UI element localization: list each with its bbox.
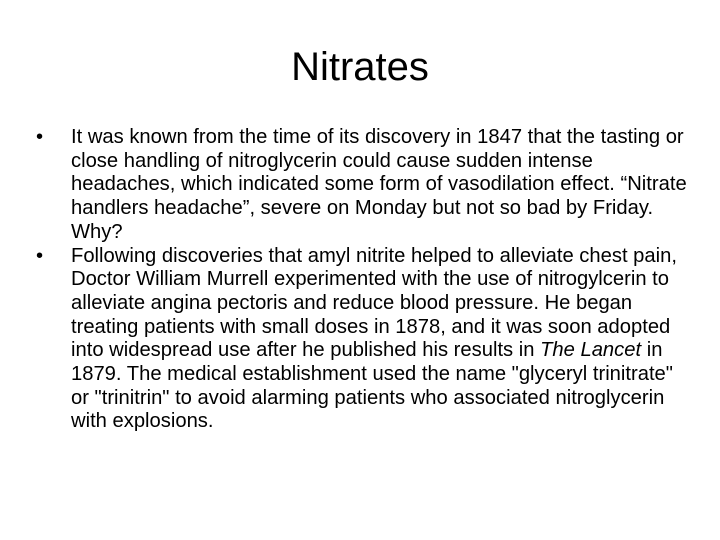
bullet-dot-icon: • bbox=[36, 126, 44, 148]
bullet-dot-icon: • bbox=[36, 244, 44, 267]
bullet-text-part: in 1879. The medical establishment used the name "glyceryl trinitrate" or "trinitrin" to avoid alarming patients who associated nitroglycerin with explosions. bbox=[71, 339, 673, 433]
journal-name: The Lancet bbox=[540, 339, 642, 362]
bullet-text: It was known from the time of its discovery in 1847 that the tasting or close handling of nitroglycerin could cause sudden intense headaches, which indicated some form of vasodilation effect. “Nitrate handlers headache”, severe on Monday but not so bad by Friday. Why? bbox=[71, 126, 687, 243]
bullet-item bbox=[36, 245, 690, 435]
bullet-text bbox=[71, 245, 677, 433]
bullet-text-part: Following discoveries that amyl nitrite helped to alleviate chest pain, Doctor William Murrell experimented with the use of nitrogylcerin to alleviate angina pectoris and reduce blood pressure. He began treating patients with small doses in 1878, and it was soon adopted into widespread use after he published his results in bbox=[71, 244, 677, 362]
bullet-item bbox=[36, 126, 690, 245]
bullet-list bbox=[36, 126, 690, 434]
slide-title: Nitrates bbox=[291, 45, 429, 89]
